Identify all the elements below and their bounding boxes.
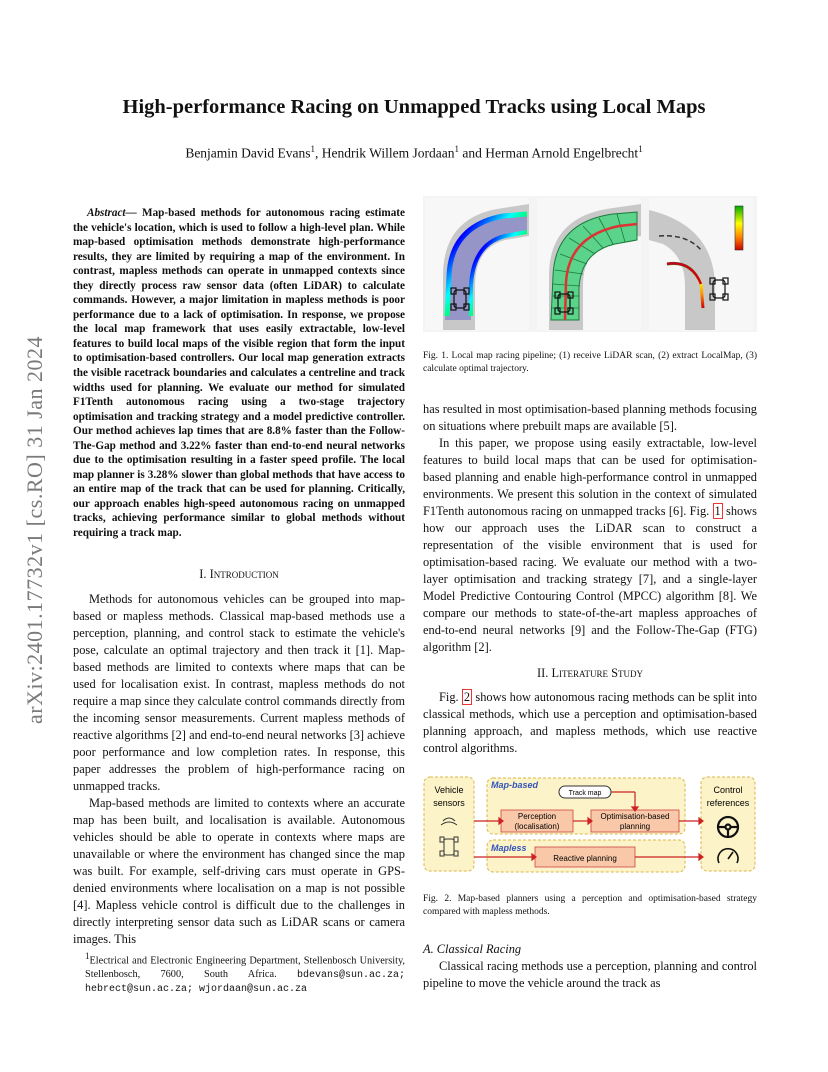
section-heading-intro — [73, 566, 405, 583]
references-label: references — [706, 798, 750, 808]
figure-2 — [423, 775, 757, 875]
body-paragraph — [423, 435, 757, 656]
author-name: Herman Arnold Engelbrecht — [485, 145, 639, 161]
figure-1 — [423, 196, 757, 332]
local-map-panel — [537, 198, 641, 330]
author-separator: and — [458, 145, 486, 161]
body-paragraph — [423, 689, 757, 757]
vehicle-label: Vehicle — [434, 785, 464, 795]
right-column-continued — [423, 941, 757, 992]
arxiv-stamp — [18, 300, 52, 760]
arxiv-id: arXiv:2401.17732v1 [cs.RO] 31 Jan 2024 — [22, 335, 47, 725]
footnote-text: Electrical and Electronic Engineering Department, Stellenbosch University, Stellenbosch, 7600, South Africa. — [85, 955, 405, 980]
text-run: shows how autonomous racing methods can be split into classical methods, which use a perception and optimisation-based planning approach, and mapless methods, which use reactive control algorithms. — [423, 690, 758, 755]
left-column — [73, 566, 405, 948]
author-list — [60, 144, 768, 162]
body-paragraph: has resulted in most optimisation-based planning methods focusing on situations where prebuilt maps are available [5]. — [423, 402, 757, 433]
footnote-mark: 1 — [85, 951, 90, 961]
author-name: Benjamin David Evans — [185, 145, 311, 161]
page-title: High-performance Racing on Unmapped Tracks using Local Maps — [122, 96, 706, 118]
right-column — [423, 401, 757, 757]
figure-2-caption: Fig. 2. Map-based planners using a perception and optimisation-based strategy compared with mapless methods. — [423, 894, 757, 917]
section-name: Literature Study — [551, 666, 643, 680]
text-run: In this paper, we propose using easily extractable, low-level features to build local maps that can be used for optimisation-based planning and enable high-performance control in unmapped environments. We present this solution in the context of simulated F1Tenth autonomous racing on unmapped tracks [6]. Fig. — [423, 436, 757, 518]
figure-2-link[interactable]: 2 — [463, 690, 471, 704]
localisation-label: (localisation) — [514, 822, 560, 831]
planning-label: planning — [619, 822, 651, 831]
figure-1-link[interactable]: 1 — [714, 504, 721, 518]
optimal-trajectory-panel — [649, 198, 753, 330]
section-name: Introduction — [209, 567, 279, 581]
sensors-label: sensors — [433, 798, 465, 808]
lidar-scan-panel — [425, 198, 529, 330]
footnote — [73, 950, 405, 996]
mapless-label: Mapless — [491, 843, 527, 853]
section-heading-literature — [423, 665, 757, 682]
reactive-label: Reactive planning — [553, 854, 617, 863]
perception-label: Perception — [517, 812, 557, 821]
optimisation-label: Optimisation-based — [600, 812, 670, 821]
text-run: shows how our approach uses the LiDAR scan to construct a representation of the visible environment that is used for optimisation-based racing. We evaluate our method with a two-layer optimisation and tracking strategy [7], and a single-layer Model Predictive Contouring Control (MPCC) algorithm [8]. We compare our methods to state-of-the-art mapless approaches of end-to-end neural networks [9] and the Follow-The-Gap (FTG) algorithm [2]. — [423, 504, 757, 654]
control-label: Control — [713, 785, 743, 795]
section-number: I. — [199, 567, 210, 581]
subsection-heading: A. Classical Racing — [423, 942, 522, 956]
intro-paragraph: Methods for autonomous vehicles can be grouped into map-based or mapless methods. Classical map-based methods use a perception, planning, and control stack to estimate the vehicle's pose, calculate an optimal trajectory and then track it [1]. Map-based methods are limited to contexts where maps that can be used for localisation exist. In contrast, mapless methods do not require a map since they calculate control commands directly from the incoming sensor measurements. Current mapless methods of reactive algorithms [2] and end-to-end neural networks [3] achieve poor performance and low completion rates. In response, this paper addresses the problem of high-performance racing on unmapped tracks. — [73, 592, 405, 793]
section-number: II. — [536, 666, 552, 680]
track-map-label: Track map — [568, 790, 602, 797]
footnote-emails[interactable]: bdevans@sun.ac.za; hebrect@sun.ac.za; wjordaan@sun.ac.za — [85, 969, 406, 996]
author-separator: , — [315, 145, 322, 161]
figure-1-caption: Fig. 1. Local map racing pipeline; (1) receive LiDAR scan, (2) extract LocalMap, (3) calculate optimal trajectory. — [423, 351, 757, 374]
abstract-label: Abstract — [87, 207, 126, 219]
author-name: Hendrik Willem Jordaan — [321, 145, 455, 161]
map-based-label: Map-based — [491, 780, 539, 790]
text-run: Fig. — [439, 690, 462, 704]
abstract-text: Map-based methods for autonomous racing estimate the vehicle's location, which is used to follow a high-level plan. While map-based optimisation methods demonstrate high-performance results, they are limited by requiring a map of the environment. In contrast, mapless methods can operate in unmapped contexts since they directly process raw sensor data (often LiDAR) to calculate commands. However, a major limitation in mapless methods is poor performance due to a lack of optimisation. In response, we propose the local map framework that uses easily extractable, low-level features to build local maps of the visible region that form the input to optimisation-based controllers. Our local map generation extracts the visible racetrack boundaries and calculates a centreline and track widths used for planning. We evaluate our method for simulated F1Tenth autonomous racing using a two-stage trajectory optimisation and tracking strategy and a model predictive controller. Our method achieves lap times that are 8.8% faster than the Follow-The-Gap method and 3.22% faster than end-to-end neural networks due to the optimisation resulting in a faster speed profile. The local map planner is 3.28% slower than global methods that have access to an entire map of the track that can be used for planning. Critically, our approach enables high-speed autonomous racing on unmapped tracks, achieving performance similar to global methods without requiring a track map. — [73, 207, 405, 540]
author-affiliation: 1 — [454, 144, 459, 154]
intro-paragraph: Map-based methods are limited to contexts where an accurate map has been built, and localisation is available. Autonomous vehicles should be able to operate in contexts where maps are unavailable or where the environment has changed since the map was built. For example, self-driving cars must operate in GPS-denied environments where localisation on a map is not possible [4]. Mapless vehicle control is difficult due to the challenges in directly interpreting sensor data such as LiDAR scans or camera images. This — [73, 796, 405, 946]
abstract: Abstract— Map-based methods for autonomous racing estimate the vehicle's location, which is used to follow a high-level plan. While map-based optimisation methods demonstrate high-performance results, they are limited by requiring a map of the environment. In contrast, mapless methods can operate in unmapped contexts since they directly process raw sensor data (often LiDAR) to calculate commands. However, a major limitation in mapless methods is poor performance due to a lack of optimisation. In response, we propose the local map framework that uses easily extractable, low-level features to build local maps of the visible region that form the input to optimisation-based controllers. Our local map generation extracts the visible racetrack boundaries and calculates a centreline and track widths used for planning. We evaluate our method for simulated F1Tenth autonomous racing using a two-stage trajectory optimisation and tracking strategy and a model predictive controller. Our method achieves lap times that are 8.8% faster than the Follow-The-Gap method and 3.22% faster than end-to-end neural networks due to the optimisation resulting in a faster speed profile. The local map planner is 3.28% slower than global methods that have access to an entire map of the track that can be used for planning. Critically, our approach enables high-speed autonomous racing on unmapped tracks, achieving performance similar to global methods without requiring a track map. — [73, 207, 405, 540]
author-affiliation: 1 — [638, 144, 643, 154]
author-affiliation: 1 — [310, 144, 316, 154]
body-paragraph: Classical racing methods use a perception, planning and control pipeline to move the vehicle around the track as — [423, 959, 757, 990]
